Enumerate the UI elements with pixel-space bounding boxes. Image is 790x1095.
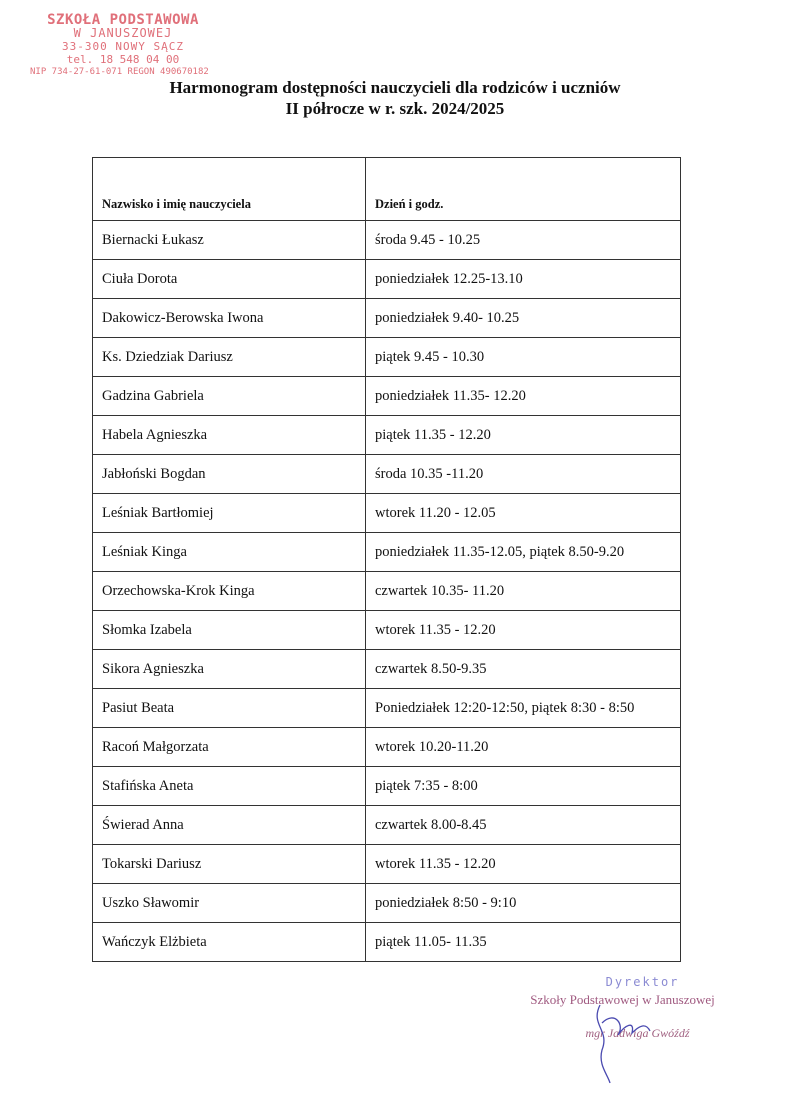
table-row [93, 260, 681, 299]
teacher-name-cell: Leśniak Bartłomiej [93, 494, 366, 533]
availability-time-cell: czwartek 8.50-9.35 [366, 650, 681, 689]
table-row [93, 728, 681, 767]
table-row [93, 455, 681, 494]
teacher-name-cell: Tokarski Dariusz [93, 845, 366, 884]
table-body [93, 221, 681, 962]
availability-time-cell: poniedziałek 8:50 - 9:10 [366, 884, 681, 923]
header-day-time: Dzień i godz. [366, 158, 681, 221]
availability-time-cell: wtorek 11.35 - 12.20 [366, 611, 681, 650]
school-stamp [28, 14, 218, 79]
teacher-name-cell: Dakowicz-Berowska Iwona [93, 299, 366, 338]
table-row [93, 221, 681, 260]
teacher-name-cell: Sikora Agnieszka [93, 650, 366, 689]
header-teacher-name: Nazwisko i imię nauczyciela [93, 158, 366, 221]
table-row [93, 533, 681, 572]
availability-time-cell: wtorek 11.35 - 12.20 [366, 845, 681, 884]
availability-time-cell: piątek 7:35 - 8:00 [366, 767, 681, 806]
availability-time-cell: piątek 11.05- 11.35 [366, 923, 681, 962]
availability-time-cell: piątek 11.35 - 12.20 [366, 416, 681, 455]
availability-time-cell: wtorek 10.20-11.20 [366, 728, 681, 767]
signature-school: Szkoły Podstawowej w Januszowej [530, 992, 715, 1007]
stamp-locality: W JANUSZOWEJ [73, 26, 173, 40]
table-row [93, 689, 681, 728]
table-row [93, 845, 681, 884]
table-row [93, 650, 681, 689]
table-row [93, 611, 681, 650]
stamp-nip-regon: NIP 734-27-61-071 REGON 490670182 [30, 67, 209, 77]
stamp-school-name: SZKOŁA PODSTAWOWA [47, 12, 199, 28]
availability-time-cell: poniedziałek 11.35-12.05, piątek 8.50-9.20 [366, 533, 681, 572]
table-row [93, 494, 681, 533]
table-row [93, 377, 681, 416]
table-row [93, 767, 681, 806]
table-row [93, 338, 681, 377]
teacher-name-cell: Wańczyk Elżbieta [93, 923, 366, 962]
teacher-name-cell: Stafińska Aneta [93, 767, 366, 806]
teacher-name-cell: Uszko Sławomir [93, 884, 366, 923]
table-row [93, 416, 681, 455]
director-signature-block [520, 975, 725, 1085]
stamp-phone: tel. 18 548 04 00 [66, 53, 180, 66]
teacher-name-cell: Biernacki Łukasz [93, 221, 366, 260]
availability-time-cell: poniedziałek 12.25-13.10 [366, 260, 681, 299]
stamp-address: 33-300 NOWY SĄCZ [62, 40, 184, 53]
availability-time-cell: piątek 9.45 - 10.30 [366, 338, 681, 377]
teacher-name-cell: Habela Agnieszka [93, 416, 366, 455]
table-row [93, 884, 681, 923]
availability-time-cell: Poniedziałek 12:20-12:50, piątek 8:30 - 8:50 [366, 689, 681, 728]
teacher-name-cell: Ciuła Dorota [93, 260, 366, 299]
availability-time-cell: wtorek 11.20 - 12.05 [366, 494, 681, 533]
teacher-name-cell: Ks. Dziedziak Dariusz [93, 338, 366, 377]
teacher-name-cell: Gadzina Gabriela [93, 377, 366, 416]
handwritten-signature [580, 995, 660, 1085]
document-title: Harmonogram dostępności nauczycieli dla rodziców i uczniów [169, 78, 621, 97]
teacher-name-cell: Słomka Izabela [93, 611, 366, 650]
teacher-name-cell: Racoń Małgorzata [93, 728, 366, 767]
table-row [93, 299, 681, 338]
table-row [93, 923, 681, 962]
document-subtitle: II półrocze w r. szk. 2024/2025 [285, 99, 505, 118]
teacher-name-cell: Świerad Anna [93, 806, 366, 845]
availability-time-cell: czwartek 10.35- 11.20 [366, 572, 681, 611]
table-row [93, 806, 681, 845]
table-header-row [93, 158, 681, 221]
availability-time-cell: poniedziałek 9.40- 10.25 [366, 299, 681, 338]
table-row [93, 572, 681, 611]
teacher-name-cell: Orzechowska-Krok Kinga [93, 572, 366, 611]
signature-name: mgr Jadwiga Gwóźdź [585, 1026, 690, 1040]
teacher-name-cell: Leśniak Kinga [93, 533, 366, 572]
teacher-name-cell: Jabłoński Bogdan [93, 455, 366, 494]
teacher-availability-table [92, 157, 681, 962]
availability-time-cell: środa 10.35 -11.20 [366, 455, 681, 494]
teacher-name-cell: Pasiut Beata [93, 689, 366, 728]
availability-time-cell: poniedziałek 11.35- 12.20 [366, 377, 681, 416]
signature-title: Dyrektor [605, 975, 680, 989]
availability-time-cell: środa 9.45 - 10.25 [366, 221, 681, 260]
availability-time-cell: czwartek 8.00-8.45 [366, 806, 681, 845]
